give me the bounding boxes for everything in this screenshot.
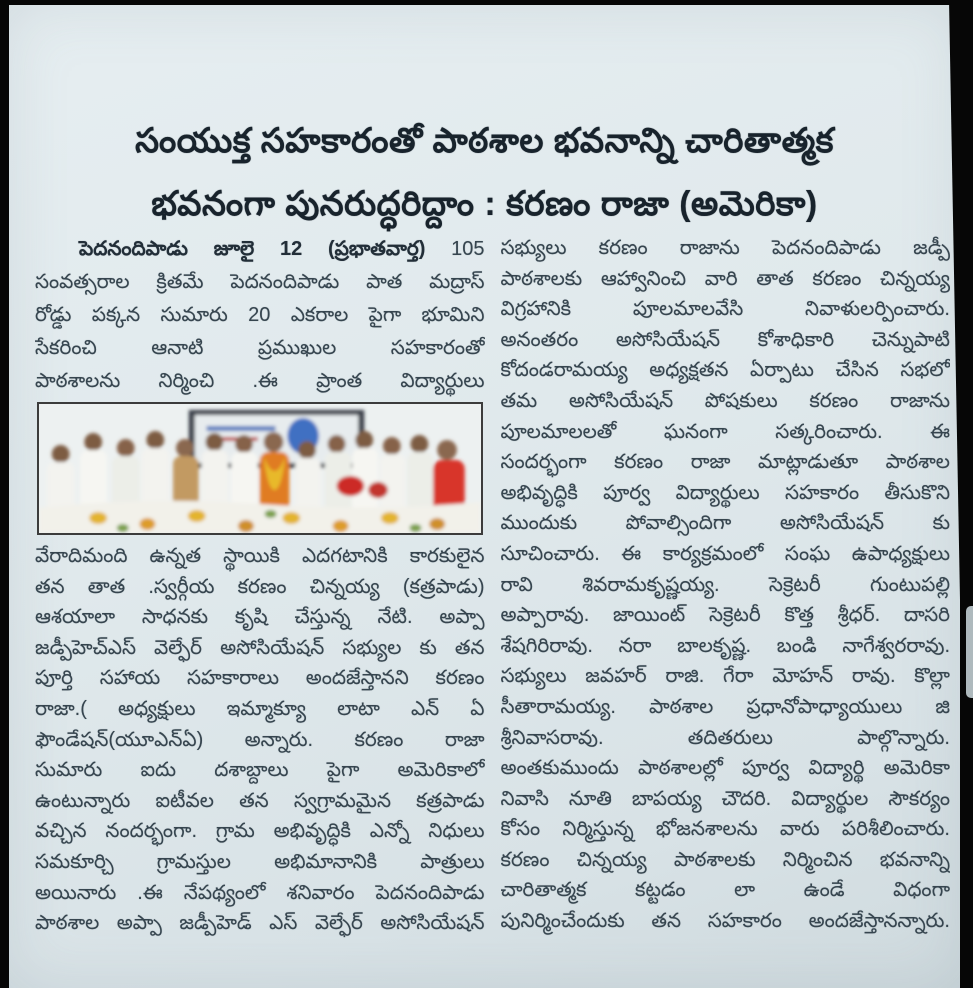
text-line: అంతకుముందు పాఠశాలల్లో పూర్వ విద్యార్థి అమెరికా [500, 757, 950, 780]
text-line: రాజా.( అధ్యక్షులు ఇమ్మాక్యూ లాటా ఎన్ ఏ [35, 697, 485, 720]
text-line: పాఠశాలను నిర్మించి .ఈ ప్రాంత విద్యార్థులు [35, 370, 485, 392]
text-line: పాఠశాల అప్పా జడ్పీహెడ్ ఎస్ వెల్ఫేర్ అసోసియేషన్ [35, 912, 485, 935]
text-line: నివాసి నూతి బాపయ్య చౌదరి. విద్యార్థుల సౌకర్యం [500, 787, 950, 810]
left-column-paragraph-1 [35, 233, 485, 398]
text-line: అప్పారావు. జాయింట్ సెక్రెటరీ కొత్త శ్రీధర్. దాసరి [500, 604, 950, 627]
text-line: పాఠశాలకు ఆహ్వానించి వారి తాత కరణం చిన్నయ్య [500, 267, 950, 290]
headline [29, 110, 940, 236]
text-line: సేకరించి ఆనాటి ప్రముఖుల సహకారంతో [35, 337, 485, 359]
text-line: సందర్భంగా కరణం రాజా మాట్లాడుతూ పాఠశాల [500, 451, 950, 474]
text-line: పునిర్మించేందుకు తన సహకారం అందజేస్తానన్నారు. [500, 910, 950, 933]
text-line: విగ్రహానికి పూలమాలవేసి నివాళులర్పించారు. [500, 298, 950, 321]
text-line: కోసం నిర్మిస్తున్న భోజనశాలను వారు పరిశీలించారు. [500, 818, 950, 841]
text-line: జడ్పీహెచ్ఎస్ వెల్ఫేర్ అసోసియేషన్ సభ్యుల కు తన [35, 636, 485, 659]
group-photo-illustration [39, 404, 481, 533]
text-line: ముందుకు పోవాల్సిందిగా అసోసియేషన్ కు [500, 512, 950, 535]
text-line: సూచించారు. ఈ కార్యక్రమంలో సంఘ ఉపాధ్యక్షులు [500, 542, 950, 565]
dateline-location-date: పెదనందిపాడు జూలై 12 (ప్రభాతవార్త) [79, 238, 426, 260]
text-line: వేరాదిమంది ఉన్నత స్థాయికి ఎదగటానికి కారకులైన [35, 545, 485, 567]
text-line: అయినారు .ఈ నేపథ్యంలో శనివారం పెదనందిపాడు [35, 881, 485, 904]
text-line: పూర్తి సహాయ సహకారాలు అందజేస్తానని కరణం [35, 667, 485, 690]
text-line: తన తాత .స్వర్గీయ కరణం చిన్నయ్య (కత్రపాడు) [35, 575, 485, 598]
text-line: వచ్చిన నందర్భంగా. గ్రామ అభివృద్ధికి ఎన్నో నిధులు [35, 820, 485, 843]
text-line: సభ్యులు కరణం రాజాను పెదనందిపాడు జడ్పీ [500, 237, 950, 259]
text-line: ఉంటున్నారు ఐటీవల తన స్వగ్రామమైన కత్రపాడు [35, 789, 485, 812]
dateline-number: 105 [451, 238, 485, 260]
text-line: సుమారు ఐదు దశాబ్దాలు పైగా అమెరికాలో [35, 759, 485, 782]
article-body [35, 233, 950, 939]
text-line: అనంతరం అసోసియేషన్ కోశాధికారి చెన్నుపాటి [500, 328, 950, 351]
text-line: కోదండరామయ్య అధ్యక్షతన ఏర్పాటు చేసిన సభలో [500, 359, 950, 382]
text-line: శేషగిరిరావు. నరా బాలకృష్ణ. బండి నాగేశ్వరరావు. [500, 634, 950, 657]
right-column [501, 233, 951, 939]
text-line: ఆశయాలా సాధనకు కృషి చేస్తున్న నేటి. అప్పా [35, 606, 485, 629]
dateline [35, 233, 485, 266]
text-line: శ్రీనివాసరావు. తదితరులు పాల్గొన్నారు. [500, 726, 950, 749]
headline-line-2: భవనంగా పునరుద్ధరిద్దాం : కరణం రాజా (అమెరికా) [151, 185, 818, 223]
text-line: ఫౌండేషన్(యూఎన్ఏ) అన్నారు. కరణం రాజా [35, 728, 485, 751]
text-line: రోడ్డు పక్కన సుమారు 20 ఎకరాల పైగా భూమిని [35, 304, 485, 326]
newspaper-page [9, 5, 960, 988]
text-line: సీతారామయ్య. పాఠశాల ప్రధానోపాధ్యాయులు జి [500, 695, 950, 718]
left-column [35, 233, 485, 939]
left-column-paragraph-2 [35, 541, 485, 939]
text-line: రావి శివరామకృష్ణయ్య. సెక్రెటరీ గుంటుపల్లి [500, 573, 950, 596]
scan-border-right-notch [966, 606, 973, 698]
text-line: సంవత్సరాల క్రితమే పెదనందిపాడు పాత మద్రాస్ [35, 271, 485, 293]
text-line: తమ అసోసియేషన్ పోషకులు కరణం రాజాను [500, 389, 950, 412]
text-line: చారితాత్మక కట్టడం లా ఉండే విధంగా [500, 879, 950, 902]
text-line: పూలమాలలతో ఘనంగా సత్కరించారు. ఈ [500, 420, 950, 443]
headline-line-1: సంయుక్త సహకారంతో పాఠశాల భవనాన్ని చారితాత్మక [135, 122, 834, 160]
text-line: కరణం చిన్నయ్య పాఠశాలకు నిర్మించిన భవనాన్ని [500, 848, 950, 871]
text-line: సభ్యులు జవహర్ రాజి. గేరా మోహన్ రావు. కొల్లా [500, 665, 950, 688]
text-line: అభివృద్ధికి పూర్వ విద్యార్థులు సహకారం తీసుకొని [500, 481, 950, 504]
text-line: సమకూర్చి గ్రామస్తుల అభిమానానికి పాత్రులు [35, 850, 485, 873]
article-photo [37, 402, 483, 535]
